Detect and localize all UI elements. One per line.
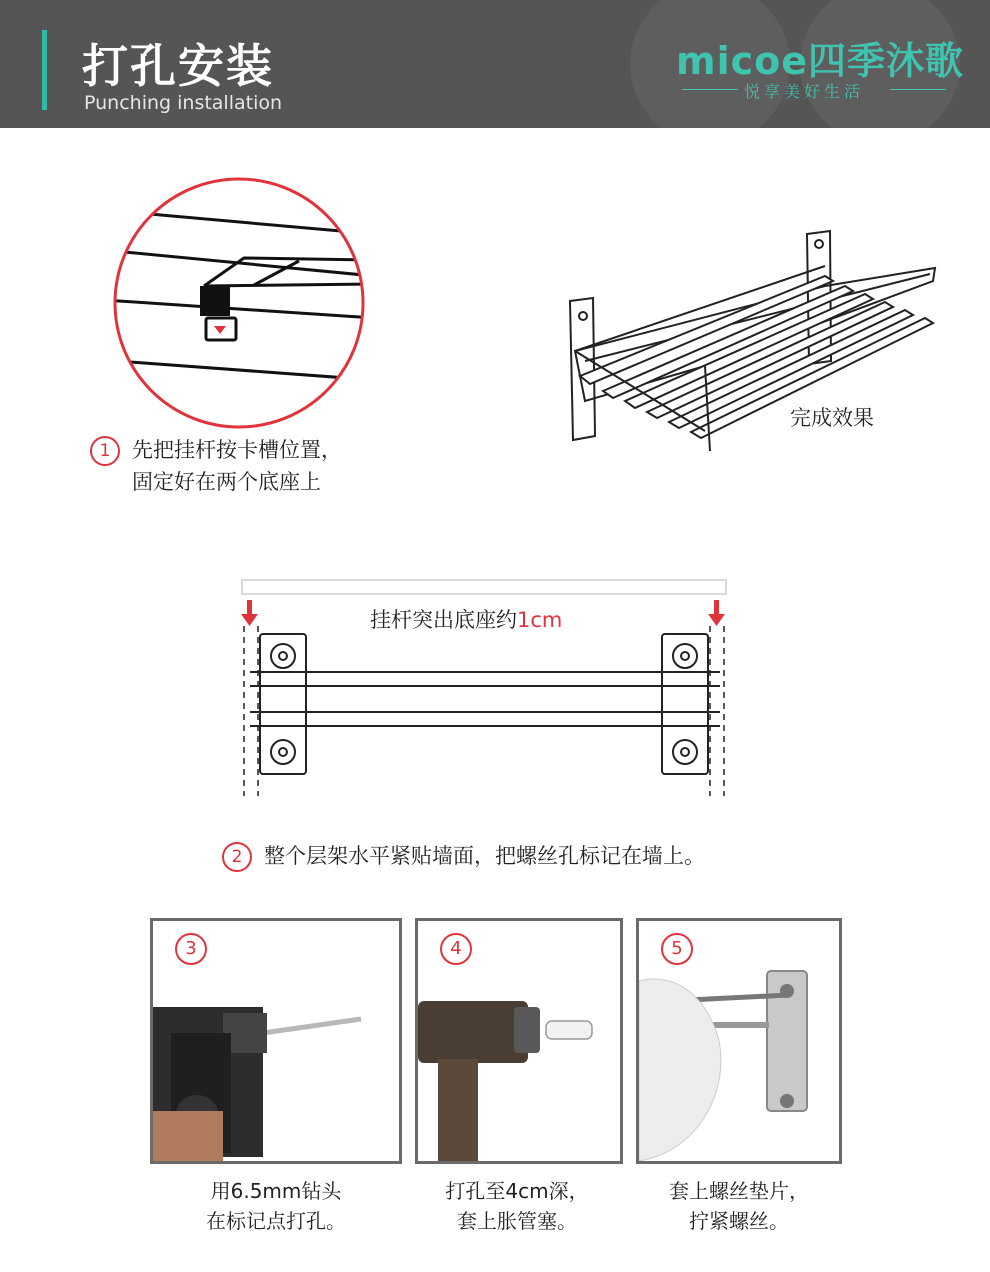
step-number-badge: 1 [90,436,120,466]
brand-slogan: 悦享美好生活 [744,82,865,101]
protrusion-value: 1cm [517,608,563,632]
caption-step4-line2: 套上胀管塞。 [457,1209,577,1233]
step-number-badge: 3 [175,933,207,965]
brand-logo: micoe四季沐歌 [676,39,965,83]
header-banner [0,0,990,128]
caption-step5 [636,1176,842,1236]
logo-divider-left [682,89,738,90]
photo-step3 [150,918,402,1164]
caption-step4-line1: 打孔至4cm深， [445,1179,589,1203]
page-title: 打孔安装 [82,39,274,93]
finished-shelf-illustration [545,226,945,466]
page-subtitle: Punching installation [84,92,283,114]
step2-instruction [222,840,705,872]
slot-zoom-diagram [104,168,374,438]
step1-line1: 先把挂杆按卡槽位置， [132,438,342,462]
caption-step3-line1: 用6.5mm钻头 [210,1179,342,1203]
step2-text: 整个层架水平紧贴墙面，把螺丝孔标记在墙上。 [264,844,705,868]
caption-step5-line2: 拧紧螺丝。 [689,1209,789,1233]
caption-step3-line2: 在标记点打孔。 [206,1209,346,1233]
protrusion-label [370,604,562,636]
step-number-badge: 5 [661,933,693,965]
caption-step5-line1: 套上螺丝垫片， [669,1179,809,1203]
step1-line2: 固定好在两个底座上 [132,470,321,494]
accent-bar [42,30,47,110]
photo-step4 [415,918,623,1164]
logo-divider-right [890,89,946,90]
finished-effect-label: 完成效果 [790,406,874,430]
caption-step4 [412,1176,622,1236]
step1-instruction [90,434,342,498]
step-number-badge: 4 [440,933,472,965]
protrusion-label-text: 挂杆突出底座约 [370,608,517,632]
photo-step5 [636,918,842,1164]
step-number-badge: 2 [222,842,252,872]
caption-step3 [150,1176,402,1236]
